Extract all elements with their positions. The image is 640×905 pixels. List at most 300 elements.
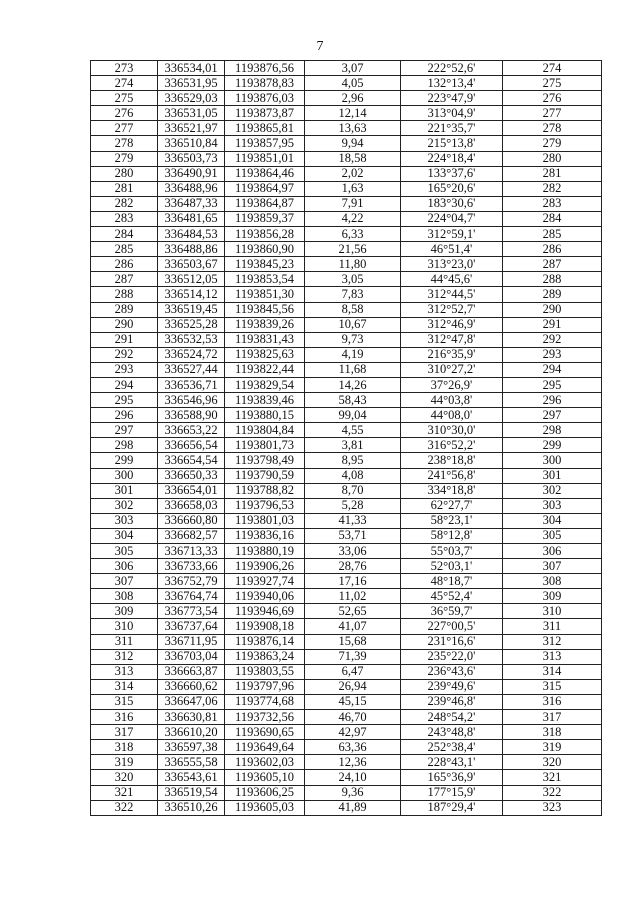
table-row — [91, 785, 602, 800]
next-point-cell: 311 — [503, 619, 602, 634]
coordinates-table — [90, 60, 602, 816]
x-coordinate-cell: 336527,44 — [158, 362, 225, 377]
direction-angle-cell: 58°23,1' — [401, 513, 503, 528]
next-point-cell: 317 — [503, 710, 602, 725]
direction-angle-cell: 310°27,2' — [401, 362, 503, 377]
point-number-cell: 287 — [91, 272, 158, 287]
table-row — [91, 121, 602, 136]
direction-angle-cell: 36°59,7' — [401, 604, 503, 619]
length-cell: 12,36 — [305, 755, 401, 770]
x-coordinate-cell: 336524,72 — [158, 347, 225, 362]
next-point-cell: 290 — [503, 302, 602, 317]
table-row — [91, 317, 602, 332]
length-cell: 11,02 — [305, 589, 401, 604]
table-row — [91, 196, 602, 211]
y-coordinate-cell: 1193839,46 — [225, 393, 305, 408]
table-row — [91, 76, 602, 91]
table-row — [91, 710, 602, 725]
x-coordinate-cell: 336532,53 — [158, 332, 225, 347]
length-cell: 3,07 — [305, 61, 401, 76]
x-coordinate-cell: 336711,95 — [158, 634, 225, 649]
table-row — [91, 634, 602, 649]
next-point-cell: 305 — [503, 528, 602, 543]
direction-angle-cell: 216°35,9' — [401, 347, 503, 362]
length-cell: 8,95 — [305, 453, 401, 468]
length-cell: 4,08 — [305, 468, 401, 483]
x-coordinate-cell: 336519,54 — [158, 785, 225, 800]
y-coordinate-cell: 1193839,26 — [225, 317, 305, 332]
direction-angle-cell: 165°36,9' — [401, 770, 503, 785]
length-cell: 53,71 — [305, 528, 401, 543]
length-cell: 24,10 — [305, 770, 401, 785]
y-coordinate-cell: 1193822,44 — [225, 362, 305, 377]
y-coordinate-cell: 1193864,87 — [225, 196, 305, 211]
table-row — [91, 393, 602, 408]
next-point-cell: 314 — [503, 664, 602, 679]
direction-angle-cell: 231°16,6' — [401, 634, 503, 649]
next-point-cell: 284 — [503, 211, 602, 226]
x-coordinate-cell: 336534,01 — [158, 61, 225, 76]
table-row — [91, 664, 602, 679]
direction-angle-cell: 37°26,9' — [401, 377, 503, 392]
direction-angle-cell: 48°18,7' — [401, 574, 503, 589]
next-point-cell: 280 — [503, 151, 602, 166]
next-point-cell: 300 — [503, 453, 602, 468]
direction-angle-cell: 183°30,6' — [401, 196, 503, 211]
point-number-cell: 294 — [91, 377, 158, 392]
y-coordinate-cell: 1193798,49 — [225, 453, 305, 468]
direction-angle-cell: 165°20,6' — [401, 181, 503, 196]
direction-angle-cell: 177°15,9' — [401, 785, 503, 800]
y-coordinate-cell: 1193796,53 — [225, 498, 305, 513]
point-number-cell: 290 — [91, 317, 158, 332]
table-row — [91, 438, 602, 453]
next-point-cell: 302 — [503, 483, 602, 498]
x-coordinate-cell: 336647,06 — [158, 694, 225, 709]
y-coordinate-cell: 1193602,03 — [225, 755, 305, 770]
x-coordinate-cell: 336484,53 — [158, 227, 225, 242]
y-coordinate-cell: 1193825,63 — [225, 347, 305, 362]
point-number-cell: 302 — [91, 498, 158, 513]
x-coordinate-cell: 336514,12 — [158, 287, 225, 302]
length-cell: 9,94 — [305, 136, 401, 151]
point-number-cell: 298 — [91, 438, 158, 453]
x-coordinate-cell: 336503,67 — [158, 257, 225, 272]
length-cell: 17,16 — [305, 574, 401, 589]
direction-angle-cell: 52°03,1' — [401, 559, 503, 574]
x-coordinate-cell: 336503,73 — [158, 151, 225, 166]
y-coordinate-cell: 1193831,43 — [225, 332, 305, 347]
table-row — [91, 242, 602, 257]
point-number-cell: 313 — [91, 664, 158, 679]
point-number-cell: 304 — [91, 528, 158, 543]
direction-angle-cell: 239°49,6' — [401, 679, 503, 694]
table-row — [91, 679, 602, 694]
length-cell: 12,14 — [305, 106, 401, 121]
length-cell: 9,73 — [305, 332, 401, 347]
point-number-cell: 308 — [91, 589, 158, 604]
direction-angle-cell: 215°13,8' — [401, 136, 503, 151]
x-coordinate-cell: 336521,97 — [158, 121, 225, 136]
point-number-cell: 293 — [91, 362, 158, 377]
length-cell: 8,70 — [305, 483, 401, 498]
next-point-cell: 291 — [503, 317, 602, 332]
table-row — [91, 513, 602, 528]
direction-angle-cell: 55°03,7' — [401, 544, 503, 559]
y-coordinate-cell: 1193774,68 — [225, 694, 305, 709]
coordinates-table-body — [91, 61, 602, 816]
x-coordinate-cell: 336490,91 — [158, 166, 225, 181]
x-coordinate-cell: 336525,28 — [158, 317, 225, 332]
x-coordinate-cell: 336682,57 — [158, 528, 225, 543]
length-cell: 15,68 — [305, 634, 401, 649]
y-coordinate-cell: 1193940,06 — [225, 589, 305, 604]
next-point-cell: 289 — [503, 287, 602, 302]
length-cell: 52,65 — [305, 604, 401, 619]
table-row — [91, 287, 602, 302]
point-number-cell: 315 — [91, 694, 158, 709]
length-cell: 4,19 — [305, 347, 401, 362]
x-coordinate-cell: 336546,96 — [158, 393, 225, 408]
table-row — [91, 332, 602, 347]
point-number-cell: 281 — [91, 181, 158, 196]
length-cell: 2,96 — [305, 91, 401, 106]
x-coordinate-cell: 336703,04 — [158, 649, 225, 664]
x-coordinate-cell: 336660,80 — [158, 513, 225, 528]
x-coordinate-cell: 336733,66 — [158, 559, 225, 574]
point-number-cell: 277 — [91, 121, 158, 136]
next-point-cell: 277 — [503, 106, 602, 121]
direction-angle-cell: 236°43,6' — [401, 664, 503, 679]
x-coordinate-cell: 336752,79 — [158, 574, 225, 589]
y-coordinate-cell: 1193851,01 — [225, 151, 305, 166]
x-coordinate-cell: 336512,05 — [158, 272, 225, 287]
table-row — [91, 800, 602, 815]
y-coordinate-cell: 1193801,03 — [225, 513, 305, 528]
y-coordinate-cell: 1193878,83 — [225, 76, 305, 91]
x-coordinate-cell: 336536,71 — [158, 377, 225, 392]
y-coordinate-cell: 1193804,84 — [225, 423, 305, 438]
y-coordinate-cell: 1193732,56 — [225, 710, 305, 725]
length-cell: 45,15 — [305, 694, 401, 709]
y-coordinate-cell: 1193864,46 — [225, 166, 305, 181]
direction-angle-cell: 312°52,7' — [401, 302, 503, 317]
length-cell: 41,89 — [305, 800, 401, 815]
direction-angle-cell: 313°04,9' — [401, 106, 503, 121]
direction-angle-cell: 187°29,4' — [401, 800, 503, 815]
direction-angle-cell: 44°08,0' — [401, 408, 503, 423]
point-number-cell: 273 — [91, 61, 158, 76]
table-row — [91, 725, 602, 740]
table-row — [91, 151, 602, 166]
y-coordinate-cell: 1193857,95 — [225, 136, 305, 151]
table-row — [91, 528, 602, 543]
table-row — [91, 91, 602, 106]
point-number-cell: 292 — [91, 347, 158, 362]
length-cell: 46,70 — [305, 710, 401, 725]
length-cell: 63,36 — [305, 740, 401, 755]
point-number-cell: 305 — [91, 544, 158, 559]
point-number-cell: 297 — [91, 423, 158, 438]
length-cell: 11,80 — [305, 257, 401, 272]
y-coordinate-cell: 1193876,56 — [225, 61, 305, 76]
next-point-cell: 315 — [503, 679, 602, 694]
length-cell: 9,36 — [305, 785, 401, 800]
table-row — [91, 770, 602, 785]
point-number-cell: 320 — [91, 770, 158, 785]
x-coordinate-cell: 336654,54 — [158, 453, 225, 468]
table-row — [91, 604, 602, 619]
next-point-cell: 287 — [503, 257, 602, 272]
y-coordinate-cell: 1193908,18 — [225, 619, 305, 634]
point-number-cell: 274 — [91, 76, 158, 91]
y-coordinate-cell: 1193606,25 — [225, 785, 305, 800]
table-row — [91, 423, 602, 438]
point-number-cell: 303 — [91, 513, 158, 528]
next-point-cell: 279 — [503, 136, 602, 151]
table-row — [91, 574, 602, 589]
next-point-cell: 308 — [503, 574, 602, 589]
y-coordinate-cell: 1193649,64 — [225, 740, 305, 755]
next-point-cell: 292 — [503, 332, 602, 347]
length-cell: 99,04 — [305, 408, 401, 423]
x-coordinate-cell: 336656,54 — [158, 438, 225, 453]
next-point-cell: 299 — [503, 438, 602, 453]
point-number-cell: 311 — [91, 634, 158, 649]
direction-angle-cell: 227°00,5' — [401, 619, 503, 634]
direction-angle-cell: 58°12,8' — [401, 528, 503, 543]
point-number-cell: 314 — [91, 679, 158, 694]
next-point-cell: 318 — [503, 725, 602, 740]
direction-angle-cell: 252°38,4' — [401, 740, 503, 755]
table-row — [91, 589, 602, 604]
x-coordinate-cell: 336597,38 — [158, 740, 225, 755]
length-cell: 4,22 — [305, 211, 401, 226]
point-number-cell: 312 — [91, 649, 158, 664]
y-coordinate-cell: 1193851,30 — [225, 287, 305, 302]
direction-angle-cell: 46°51,4' — [401, 242, 503, 257]
point-number-cell: 321 — [91, 785, 158, 800]
x-coordinate-cell: 336481,65 — [158, 211, 225, 226]
y-coordinate-cell: 1193605,10 — [225, 770, 305, 785]
length-cell: 41,33 — [305, 513, 401, 528]
x-coordinate-cell: 336519,45 — [158, 302, 225, 317]
table-row — [91, 272, 602, 287]
direction-angle-cell: 310°30,0' — [401, 423, 503, 438]
point-number-cell: 279 — [91, 151, 158, 166]
direction-angle-cell: 248°54,2' — [401, 710, 503, 725]
x-coordinate-cell: 336660,62 — [158, 679, 225, 694]
next-point-cell: 296 — [503, 393, 602, 408]
y-coordinate-cell: 1193856,28 — [225, 227, 305, 242]
direction-angle-cell: 239°46,8' — [401, 694, 503, 709]
direction-angle-cell: 312°59,1' — [401, 227, 503, 242]
direction-angle-cell: 132°13,4' — [401, 76, 503, 91]
direction-angle-cell: 221°35,7' — [401, 121, 503, 136]
direction-angle-cell: 62°27,7' — [401, 498, 503, 513]
y-coordinate-cell: 1193876,03 — [225, 91, 305, 106]
table-row — [91, 227, 602, 242]
x-coordinate-cell: 336510,84 — [158, 136, 225, 151]
next-point-cell: 307 — [503, 559, 602, 574]
x-coordinate-cell: 336764,74 — [158, 589, 225, 604]
next-point-cell: 323 — [503, 800, 602, 815]
direction-angle-cell: 313°23,0' — [401, 257, 503, 272]
next-point-cell: 274 — [503, 61, 602, 76]
table-row — [91, 61, 602, 76]
length-cell: 42,97 — [305, 725, 401, 740]
direction-angle-cell: 312°46,9' — [401, 317, 503, 332]
table-row — [91, 181, 602, 196]
point-number-cell: 310 — [91, 619, 158, 634]
next-point-cell: 304 — [503, 513, 602, 528]
point-number-cell: 306 — [91, 559, 158, 574]
table-row — [91, 136, 602, 151]
direction-angle-cell: 235°22,0' — [401, 649, 503, 664]
next-point-cell: 283 — [503, 196, 602, 211]
y-coordinate-cell: 1193927,74 — [225, 574, 305, 589]
point-number-cell: 319 — [91, 755, 158, 770]
next-point-cell: 282 — [503, 181, 602, 196]
x-coordinate-cell: 336610,20 — [158, 725, 225, 740]
direction-angle-cell: 312°44,5' — [401, 287, 503, 302]
length-cell: 7,91 — [305, 196, 401, 211]
direction-angle-cell: 223°47,9' — [401, 91, 503, 106]
y-coordinate-cell: 1193876,14 — [225, 634, 305, 649]
length-cell: 3,05 — [305, 272, 401, 287]
y-coordinate-cell: 1193873,87 — [225, 106, 305, 121]
table-row — [91, 649, 602, 664]
direction-angle-cell: 228°43,1' — [401, 755, 503, 770]
point-number-cell: 282 — [91, 196, 158, 211]
length-cell: 4,55 — [305, 423, 401, 438]
y-coordinate-cell: 1193906,26 — [225, 559, 305, 574]
table-row — [91, 619, 602, 634]
length-cell: 8,58 — [305, 302, 401, 317]
x-coordinate-cell: 336529,03 — [158, 91, 225, 106]
table-row — [91, 347, 602, 362]
next-point-cell: 303 — [503, 498, 602, 513]
direction-angle-cell: 222°52,6' — [401, 61, 503, 76]
length-cell: 26,94 — [305, 679, 401, 694]
next-point-cell: 298 — [503, 423, 602, 438]
point-number-cell: 283 — [91, 211, 158, 226]
direction-angle-cell: 45°52,4' — [401, 589, 503, 604]
table-row — [91, 740, 602, 755]
direction-angle-cell: 238°18,8' — [401, 453, 503, 468]
next-point-cell: 295 — [503, 377, 602, 392]
length-cell: 21,56 — [305, 242, 401, 257]
point-number-cell: 275 — [91, 91, 158, 106]
next-point-cell: 288 — [503, 272, 602, 287]
y-coordinate-cell: 1193801,73 — [225, 438, 305, 453]
direction-angle-cell: 334°18,8' — [401, 483, 503, 498]
table-row — [91, 544, 602, 559]
next-point-cell: 276 — [503, 91, 602, 106]
y-coordinate-cell: 1193788,82 — [225, 483, 305, 498]
y-coordinate-cell: 1193859,37 — [225, 211, 305, 226]
x-coordinate-cell: 336555,58 — [158, 755, 225, 770]
y-coordinate-cell: 1193605,03 — [225, 800, 305, 815]
next-point-cell: 313 — [503, 649, 602, 664]
length-cell: 11,68 — [305, 362, 401, 377]
point-number-cell: 307 — [91, 574, 158, 589]
x-coordinate-cell: 336487,33 — [158, 196, 225, 211]
length-cell: 10,67 — [305, 317, 401, 332]
point-number-cell: 296 — [91, 408, 158, 423]
x-coordinate-cell: 336737,64 — [158, 619, 225, 634]
next-point-cell: 294 — [503, 362, 602, 377]
length-cell: 2,02 — [305, 166, 401, 181]
point-number-cell: 301 — [91, 483, 158, 498]
next-point-cell: 321 — [503, 770, 602, 785]
table-row — [91, 755, 602, 770]
next-point-cell: 306 — [503, 544, 602, 559]
next-point-cell: 312 — [503, 634, 602, 649]
next-point-cell: 301 — [503, 468, 602, 483]
point-number-cell: 295 — [91, 393, 158, 408]
y-coordinate-cell: 1193797,96 — [225, 679, 305, 694]
y-coordinate-cell: 1193845,23 — [225, 257, 305, 272]
y-coordinate-cell: 1193880,19 — [225, 544, 305, 559]
direction-angle-cell: 243°48,8' — [401, 725, 503, 740]
point-number-cell: 288 — [91, 287, 158, 302]
x-coordinate-cell: 336654,01 — [158, 483, 225, 498]
length-cell: 6,47 — [305, 664, 401, 679]
table-row — [91, 166, 602, 181]
point-number-cell: 291 — [91, 332, 158, 347]
length-cell: 13,63 — [305, 121, 401, 136]
length-cell: 14,26 — [305, 377, 401, 392]
next-point-cell: 310 — [503, 604, 602, 619]
next-point-cell: 275 — [503, 76, 602, 91]
length-cell: 6,33 — [305, 227, 401, 242]
next-point-cell: 316 — [503, 694, 602, 709]
length-cell: 33,06 — [305, 544, 401, 559]
y-coordinate-cell: 1193803,55 — [225, 664, 305, 679]
y-coordinate-cell: 1193790,59 — [225, 468, 305, 483]
length-cell: 3,81 — [305, 438, 401, 453]
next-point-cell: 281 — [503, 166, 602, 181]
length-cell: 28,76 — [305, 559, 401, 574]
next-point-cell: 293 — [503, 347, 602, 362]
length-cell: 41,07 — [305, 619, 401, 634]
next-point-cell: 309 — [503, 589, 602, 604]
x-coordinate-cell: 336531,95 — [158, 76, 225, 91]
point-number-cell: 289 — [91, 302, 158, 317]
point-number-cell: 278 — [91, 136, 158, 151]
table-row — [91, 483, 602, 498]
length-cell: 58,43 — [305, 393, 401, 408]
next-point-cell: 320 — [503, 755, 602, 770]
table-row — [91, 257, 602, 272]
table-row — [91, 559, 602, 574]
table-row — [91, 302, 602, 317]
x-coordinate-cell: 336663,87 — [158, 664, 225, 679]
direction-angle-cell: 241°56,8' — [401, 468, 503, 483]
direction-angle-cell: 224°04,7' — [401, 211, 503, 226]
x-coordinate-cell: 336713,33 — [158, 544, 225, 559]
x-coordinate-cell: 336510,26 — [158, 800, 225, 815]
page-number: 7 — [316, 39, 324, 54]
table-row — [91, 377, 602, 392]
point-number-cell: 280 — [91, 166, 158, 181]
next-point-cell: 286 — [503, 242, 602, 257]
x-coordinate-cell: 336773,54 — [158, 604, 225, 619]
y-coordinate-cell: 1193864,97 — [225, 181, 305, 196]
table-row — [91, 106, 602, 121]
next-point-cell: 319 — [503, 740, 602, 755]
